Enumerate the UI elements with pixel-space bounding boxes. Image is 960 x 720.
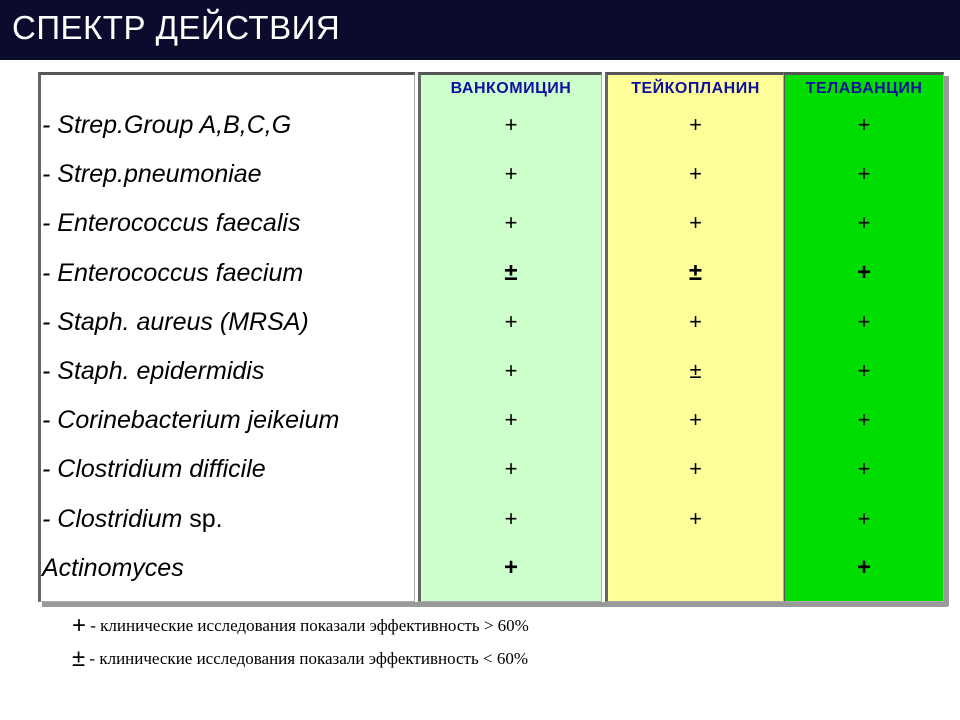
organism-name: - Clostridium — [42, 504, 183, 533]
organism-name: - Enterococcus faecalis — [42, 209, 301, 238]
organism-label — [42, 258, 303, 288]
table-shadow-right — [944, 76, 949, 606]
table-cell — [608, 553, 783, 583]
table-cell: + — [504, 112, 518, 137]
organism-column — [38, 72, 415, 602]
table-cell: + — [504, 308, 518, 334]
organism-name: - Enterococcus faecium — [42, 258, 304, 287]
column-header-vancomycin: ВАНКОМИЦИН — [450, 80, 572, 97]
organism-name: - Corinebacterium jeikeium — [42, 406, 340, 435]
vancomycin-column — [418, 72, 602, 602]
organism-name: - Staph. epidermidis — [42, 357, 265, 385]
table-cell: + — [689, 112, 702, 137]
legend-text: - клинические исследования показали эффективность > 60% — [90, 616, 529, 635]
table-cell: + — [856, 553, 871, 581]
organism-label — [42, 356, 264, 386]
title-bar — [0, 0, 960, 60]
table-cell: + — [689, 456, 702, 482]
plus-symbol: + — [72, 612, 87, 639]
organism-suffix: sp. — [182, 504, 223, 533]
table-cell: + — [689, 505, 702, 531]
table-cell: + — [504, 161, 518, 187]
table-cell: + — [504, 358, 518, 383]
table-cell: + — [857, 210, 871, 236]
table-cell: + — [504, 407, 518, 433]
table-cell: ± — [504, 258, 518, 286]
organism-name: Actinomyces — [42, 553, 184, 582]
table-cell: ± — [688, 258, 703, 286]
table-cell: + — [689, 210, 702, 236]
table-cell: + — [857, 161, 871, 187]
table-shadow-bottom — [42, 602, 948, 607]
slide-title: СПЕКТР ДЕЙСТВИЯ — [12, 9, 341, 46]
organism-label — [42, 553, 184, 583]
table-cell: ± — [689, 358, 702, 383]
organism-name: - Clostridium difficile — [42, 455, 266, 484]
table-cell: + — [689, 308, 702, 334]
table-cell: + — [857, 358, 871, 383]
organism-label — [42, 405, 339, 435]
organism-name: - Strep.pneumoniae — [42, 160, 262, 189]
organism-label — [42, 504, 223, 534]
table-cell: + — [857, 112, 871, 137]
table-cell: + — [856, 258, 871, 286]
table-cell: + — [857, 308, 871, 334]
organism-name: - Strep.Group A,B,C,G — [42, 111, 292, 139]
table-cell: + — [689, 407, 702, 433]
table-cell: + — [503, 553, 518, 581]
table-cell: + — [689, 161, 702, 187]
legend-line-plus — [72, 612, 529, 640]
plusminus-symbol: ± — [72, 645, 86, 672]
teicoplanin-column — [605, 72, 784, 602]
organism-label — [42, 159, 262, 189]
table-cell: + — [857, 407, 871, 433]
telavancin-column — [784, 72, 944, 602]
legend-line-plusminus — [72, 645, 528, 673]
organism-label — [42, 307, 309, 337]
table-cell: + — [504, 505, 518, 531]
organism-name: - Staph. aureus (MRSA) — [42, 307, 309, 336]
table-cell: + — [504, 210, 518, 236]
column-header-teicoplanin: ТЕЙКОПЛАНИН — [631, 80, 760, 97]
table-cell: + — [857, 505, 871, 531]
organism-label — [42, 110, 291, 140]
column-header-telavancin: ТЕЛАВАНЦИН — [805, 80, 923, 97]
organism-label — [42, 208, 300, 238]
table-cell: + — [857, 456, 871, 482]
organism-label — [42, 454, 266, 484]
table-cell: + — [504, 456, 518, 482]
legend-text: - клинические исследования показали эффективность < 60% — [89, 649, 528, 668]
